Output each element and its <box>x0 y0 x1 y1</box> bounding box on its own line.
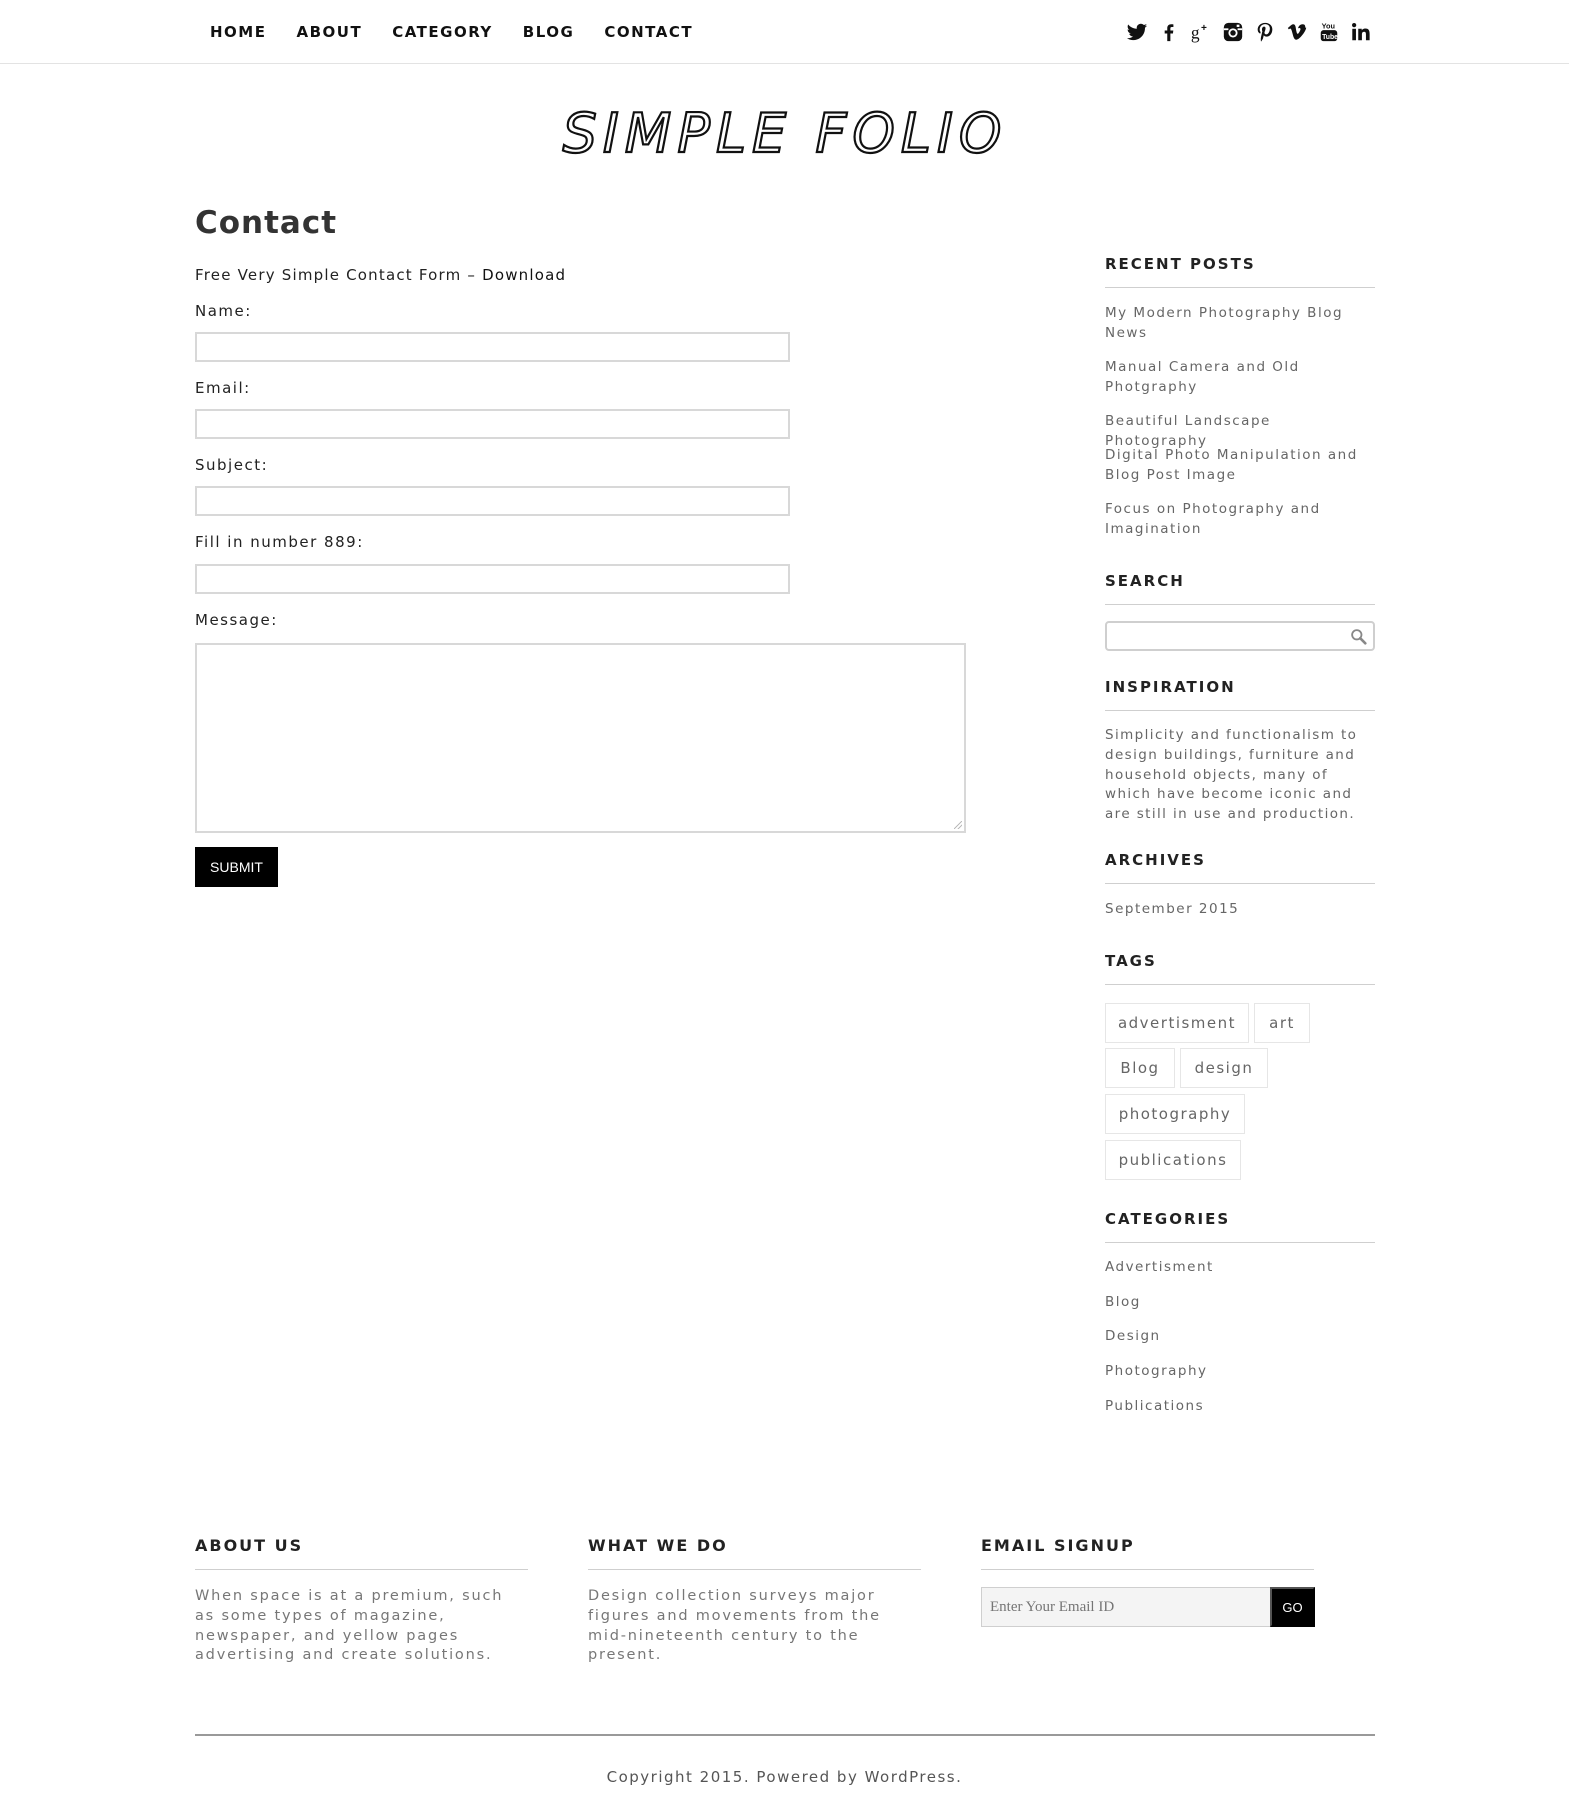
logo-text: SIMPLE FOLIO <box>562 102 1007 165</box>
facebook-icon[interactable] <box>1156 19 1182 45</box>
about-us-text: When space is at a premium, such as some types of magazine, newspaper, and yellow pages advertising and create solutions. <box>195 1588 504 1664</box>
vimeo-icon[interactable] <box>1284 19 1310 45</box>
footer-divider <box>195 1734 1375 1736</box>
recent-post-link[interactable]: Focus on Photography and Imagination <box>1105 501 1321 537</box>
linkedin-icon[interactable] <box>1348 19 1374 45</box>
twitter-icon[interactable] <box>1124 19 1150 45</box>
category-link[interactable]: Publications <box>1105 1398 1205 1414</box>
email-signup-title: EMAIL SIGNUP <box>981 1536 1314 1570</box>
message-label: Message: <box>195 611 278 629</box>
archives-title: ARCHIVES <box>1105 851 1375 884</box>
category-link[interactable]: Design <box>1105 1328 1161 1344</box>
captcha-label: Fill in number 889: <box>195 533 364 551</box>
svg-text:You: You <box>1321 21 1335 31</box>
recent-post-link[interactable]: Manual Camera and Old Photgraphy <box>1105 359 1300 395</box>
svg-text:+: + <box>1201 23 1207 35</box>
email-signup-input[interactable] <box>981 1587 1271 1627</box>
tag-design[interactable]: design <box>1180 1048 1268 1088</box>
resize-handle-icon[interactable] <box>954 821 962 829</box>
name-input[interactable] <box>195 332 790 362</box>
search-title: SEARCH <box>1105 572 1375 605</box>
nav-contact[interactable]: CONTACT <box>604 23 694 41</box>
tag-art[interactable]: art <box>1254 1003 1310 1043</box>
search-icon[interactable] <box>1350 628 1367 645</box>
message-textarea[interactable] <box>195 643 966 833</box>
nav-about[interactable]: ABOUT <box>296 23 363 41</box>
category-link[interactable]: Photography <box>1105 1363 1208 1379</box>
tag-publications[interactable]: publications <box>1105 1140 1241 1180</box>
svg-text:Tube: Tube <box>1322 33 1338 41</box>
recent-post-link[interactable]: Digital Photo Manipulation and Blog Post Image <box>1105 447 1358 483</box>
top-bar <box>0 0 1569 64</box>
what-we-do-title: WHAT WE DO <box>588 1536 921 1570</box>
archive-link[interactable]: September 2015 <box>1105 901 1240 917</box>
category-link[interactable]: Advertisment <box>1105 1259 1214 1275</box>
copyright-text: Copyright 2015. Powered by WordPress. <box>606 1768 963 1786</box>
go-button[interactable]: GO <box>1270 1587 1315 1627</box>
search-input[interactable] <box>1107 623 1337 649</box>
category-link[interactable]: Blog <box>1105 1294 1141 1310</box>
submit-button[interactable]: SUBMIT <box>195 847 278 887</box>
nav-home[interactable]: HOME <box>210 23 267 41</box>
social-links <box>1124 0 1374 64</box>
svg-text:g: g <box>1190 22 1200 43</box>
google-plus-icon[interactable] <box>1188 19 1214 45</box>
recent-post-link[interactable]: Beautiful Landscape Photography <box>1105 413 1271 449</box>
instagram-icon[interactable] <box>1220 19 1246 45</box>
email-label: Email: <box>195 379 251 397</box>
inspiration-title: INSPIRATION <box>1105 678 1375 711</box>
pinterest-icon[interactable] <box>1252 19 1278 45</box>
email-input[interactable] <box>195 409 790 439</box>
site-logo[interactable] <box>0 92 1569 177</box>
logo-wordmark <box>535 92 1035 172</box>
subject-label: Subject: <box>195 456 269 474</box>
captcha-input[interactable] <box>195 564 790 594</box>
what-we-do-text: Design collection surveys major figures and movements from the mid-nineteenth century to the present. <box>588 1588 881 1664</box>
search-box <box>1105 621 1375 651</box>
recent-post-link[interactable]: My Modern Photography Blog News <box>1105 305 1344 341</box>
subject-input[interactable] <box>195 486 790 516</box>
tag-photography[interactable]: photography <box>1105 1094 1245 1134</box>
main-nav <box>195 0 708 64</box>
about-us-title: ABOUT US <box>195 1536 528 1570</box>
intro-text-label: Free Very Simple Contact Form – <box>195 266 483 284</box>
tag-advertisment[interactable]: advertisment <box>1105 1003 1249 1043</box>
recent-posts-title: RECENT POSTS <box>1105 255 1375 288</box>
tag-blog[interactable]: Blog <box>1105 1048 1175 1088</box>
name-label: Name: <box>195 302 252 320</box>
download-link[interactable]: Download <box>482 266 567 284</box>
nav-blog[interactable]: BLOG <box>522 23 575 41</box>
tags-title: TAGS <box>1105 952 1375 985</box>
intro-text <box>195 266 566 284</box>
categories-title: CATEGORIES <box>1105 1210 1375 1243</box>
inspiration-text: Simplicity and functionalism to design buildings, furniture and household objects, many of which have become iconic and are still in use and production. <box>1105 727 1358 823</box>
page-title: Contact <box>195 205 338 241</box>
nav-category[interactable]: CATEGORY <box>392 23 493 41</box>
youtube-icon[interactable] <box>1316 19 1342 45</box>
